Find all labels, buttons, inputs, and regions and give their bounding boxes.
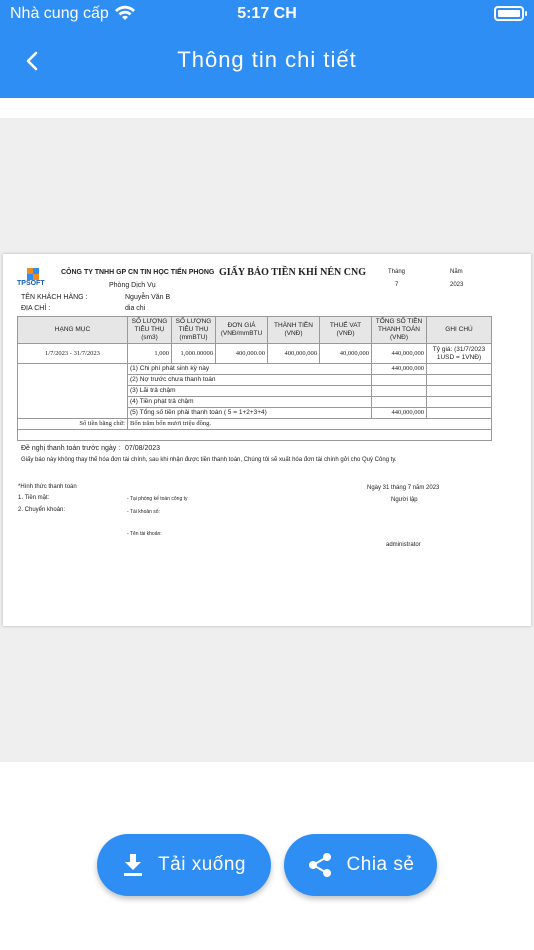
in-words-row	[18, 419, 492, 430]
column-header: SỐ LƯỢNG TIÊU THỤ (mmBTU)	[172, 317, 216, 344]
page-title: Thông tin chi tiết	[177, 47, 357, 72]
document-viewer[interactable]	[0, 118, 534, 762]
column-header: HẠNG MỤC	[18, 317, 128, 344]
summary-value	[372, 375, 427, 386]
year-value: 2023	[450, 282, 464, 288]
table-header-row	[18, 317, 492, 344]
account-number: - Tài khoản số:	[127, 509, 160, 515]
share-button[interactable]	[284, 834, 437, 896]
month-value: 7	[395, 282, 399, 288]
due-label: Đề nghị thanh toán trước ngày :	[21, 445, 121, 452]
action-bar	[0, 834, 534, 898]
share-label: Chia sẻ	[346, 854, 415, 875]
summary-value: 440,000,000	[372, 364, 427, 375]
download-icon	[122, 853, 144, 877]
note-cell: Tỷ giá: (31/7/2023 1USD = 1VNĐ)	[427, 344, 492, 364]
cash-value: - Tại phòng kế toán công ty	[127, 496, 188, 502]
summary-value: 440,000,000	[372, 408, 427, 419]
due-value: 07/08/2023	[125, 445, 161, 452]
app-header	[0, 0, 534, 98]
date-line: Ngày 31 tháng 7 năm 2023	[367, 485, 440, 491]
invoice-table	[17, 316, 492, 441]
payment-title: *Hình thức thanh toán	[18, 484, 77, 490]
column-header: THÀNH TIỀN (VNĐ)	[268, 317, 320, 344]
vat-cell: 40,000,000	[320, 344, 372, 364]
summary-row	[18, 386, 492, 397]
invoice-page	[3, 254, 531, 626]
summary-row	[18, 364, 492, 375]
document-title: GIẤY BÁO TIỀN KHÍ NÉN CNG	[219, 267, 366, 278]
column-header: ĐƠN GIÁ (VNĐ/mmBTU	[216, 317, 268, 344]
blank-row	[18, 430, 492, 441]
download-label: Tải xuống	[158, 854, 246, 875]
status-time: 5:17 CH	[237, 5, 297, 22]
address-label: ĐỊA CHỈ :	[21, 305, 51, 312]
department: Phòng Dịch Vụ	[109, 282, 156, 289]
signer-title: Người lập	[391, 497, 418, 503]
download-button[interactable]	[97, 834, 271, 896]
summary-label: (4) Tiền phạt trả chậm	[128, 397, 372, 408]
summary-value	[372, 386, 427, 397]
cash-label: 1. Tiền mặt:	[18, 495, 50, 501]
summary-row	[18, 408, 492, 419]
period-cell: 1/7/2023 - 31/7/2023	[18, 344, 128, 364]
in-words-value: Bốn trăm bốn mươi triệu đồng.	[128, 419, 492, 430]
customer-value: Nguyễn Văn B	[125, 294, 171, 301]
summary-label: (3) Lãi trả chậm	[128, 386, 372, 397]
address-value: dia chi	[125, 305, 146, 312]
summary-label: (5) Tổng số tiền phải thanh toán ( 5 = 1+2+3+4)	[128, 408, 372, 419]
in-words-label: Số tiền bằng chữ:	[18, 419, 128, 430]
summary-label: (2) Nợ trước chưa thanh toán	[128, 375, 372, 386]
account-name: - Tên tài khoản:	[127, 531, 162, 537]
month-label: Tháng	[388, 269, 406, 275]
summary-row	[18, 397, 492, 408]
year-label: Năm	[450, 269, 463, 275]
table-row	[18, 344, 492, 364]
column-header: THUẾ VAT (VNĐ)	[320, 317, 372, 344]
qty-mmbtu-cell: 1,000.00000	[172, 344, 216, 364]
summary-label: (1) Chi phí phát sinh kỳ này	[128, 364, 372, 375]
company-name: CÔNG TY TNHH GP CN TIN HỌC TIẾN PHONG	[61, 269, 215, 276]
column-header: SỐ LƯỢNG TIÊU THỤ (sm3)	[128, 317, 172, 344]
carrier-label: Nhà cung cấp	[10, 5, 109, 22]
logo-text: TPSOFT	[17, 280, 45, 287]
summary-row	[18, 375, 492, 386]
summary-value	[372, 397, 427, 408]
total-cell: 440,000,000	[372, 344, 427, 364]
customer-label: TÊN KHÁCH HÀNG :	[21, 294, 88, 301]
amount-cell: 400,000,000	[268, 344, 320, 364]
share-icon	[307, 852, 333, 878]
signer-name: administrator	[386, 542, 421, 548]
qty-sm3-cell: 1,000	[128, 344, 172, 364]
column-header: TỔNG SỐ TIỀN THANH TOÁN (VNĐ)	[372, 317, 427, 344]
unit-price-cell: 400,000.00	[216, 344, 268, 364]
transfer-label: 2. Chuyển khoản:	[18, 507, 66, 513]
notice-text: Giấy báo này không thay thế hóa đơn tài chính, sau khi nhận được tiền thanh toán, Chúng tôi sẽ xuất hóa đơn tài chính gởi cho Quý Công ty.	[21, 457, 397, 463]
column-header: GHI CHÚ	[427, 317, 492, 344]
status-bar	[0, 0, 534, 30]
battery-icon	[494, 6, 524, 21]
